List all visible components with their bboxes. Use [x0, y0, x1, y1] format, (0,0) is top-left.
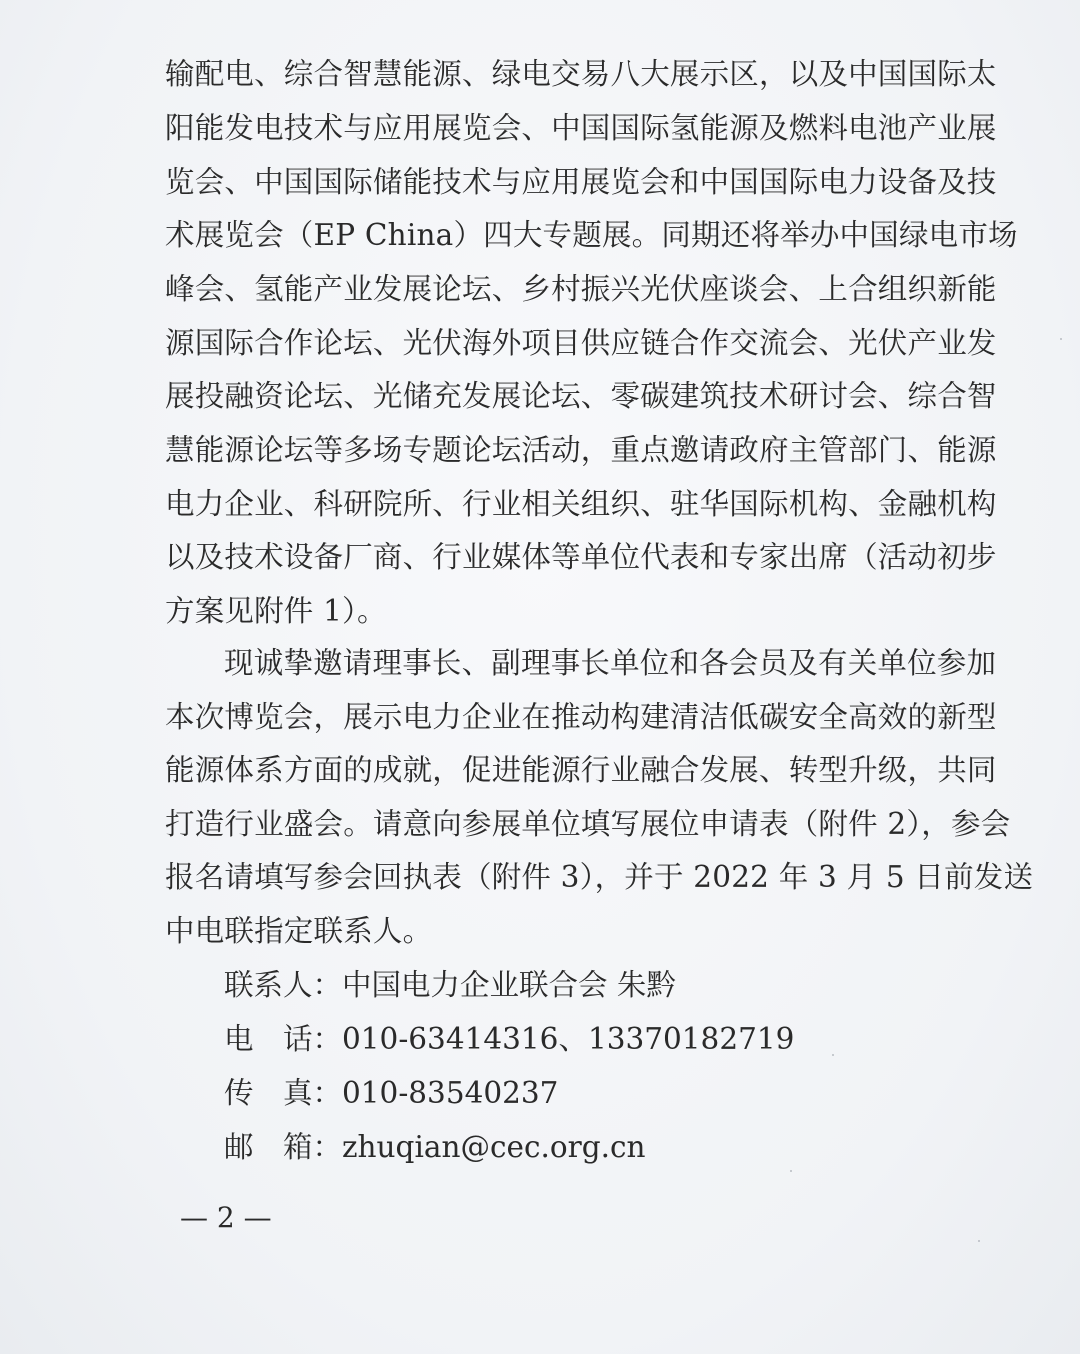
contact-person-row — [224, 966, 676, 1004]
paragraph-2-line-1: 现诚挚邀请理事长、副理事长单位和各会员及有关单位参加 — [224, 646, 997, 680]
paragraph-1-line-8: 慧能源论坛等多场专题论坛活动，重点邀请政府主管部门、能源 — [165, 433, 997, 467]
scan-speck — [1060, 338, 1062, 340]
paragraph-1-line-10: 以及技术设备厂商、行业媒体等单位代表和专家出席（活动初步 — [165, 540, 997, 574]
contact-person-label: 联系人： — [224, 968, 343, 1002]
contact-fax-row — [224, 1074, 558, 1112]
paragraph-1-line-3: 览会、中国国际储能技术与应用展览会和中国国际电力设备及技 — [165, 165, 997, 199]
scan-speck — [790, 1170, 792, 1172]
paragraph-1-line-4: 术展览会（EP China）四大专题展。同期还将举办中国绿电市场 — [165, 218, 1018, 252]
contact-email-label: 邮 箱： — [224, 1130, 343, 1164]
paragraph-1-line-6: 源国际合作论坛、光伏海外项目供应链合作交流会、光伏产业发 — [165, 326, 997, 360]
contact-email-value: zhuqian@cec.org.cn — [342, 1130, 646, 1164]
contact-phone-label: 电 话： — [224, 1022, 343, 1056]
paragraph-2-line-6: 中电联指定联系人。 — [165, 914, 433, 948]
paragraph-1-line-5: 峰会、氢能产业发展论坛、乡村振兴光伏座谈会、上合组织新能 — [165, 272, 997, 306]
paragraph-2-line-5: 报名请填写参会回执表（附件 3），并于 2022 年 3 月 5 日前发送 — [165, 860, 1034, 894]
contact-fax-label: 传 真： — [224, 1076, 343, 1110]
scan-speck — [978, 1240, 980, 1242]
paragraph-1-line-2: 阳能发电技术与应用展览会、中国国际氢能源及燃料电池产业展 — [165, 111, 997, 145]
paragraph-2-line-4: 打造行业盛会。请意向参展单位填写展位申请表（附件 2），参会 — [165, 807, 1011, 841]
paragraph-1-line-9: 电力企业、科研院所、行业相关组织、驻华国际机构、金融机构 — [165, 487, 997, 521]
scan-speck — [832, 1054, 834, 1056]
contact-person-value: 中国电力企业联合会 朱黔 — [342, 968, 676, 1002]
contact-phone-row — [224, 1020, 794, 1058]
contact-phone-value: 010-63414316、13370182719 — [342, 1022, 795, 1056]
paragraph-2-line-2: 本次博览会，展示电力企业在推动构建清洁低碳安全高效的新型 — [165, 700, 997, 734]
page-number: — 2 — — [180, 1201, 272, 1234]
paragraph-1-line-7: 展投融资论坛、光储充发展论坛、零碳建筑技术研讨会、综合智 — [165, 379, 997, 413]
paragraph-2-line-3: 能源体系方面的成就，促进能源行业融合发展、转型升级，共同 — [165, 753, 997, 787]
contact-email-row — [224, 1128, 646, 1166]
contact-fax-value: 010-83540237 — [342, 1076, 559, 1110]
paragraph-1-line-1: 输配电、综合智慧能源、绿电交易八大展示区，以及中国国际太 — [165, 57, 997, 91]
paragraph-1-line-11: 方案见附件 1）。 — [165, 594, 387, 628]
